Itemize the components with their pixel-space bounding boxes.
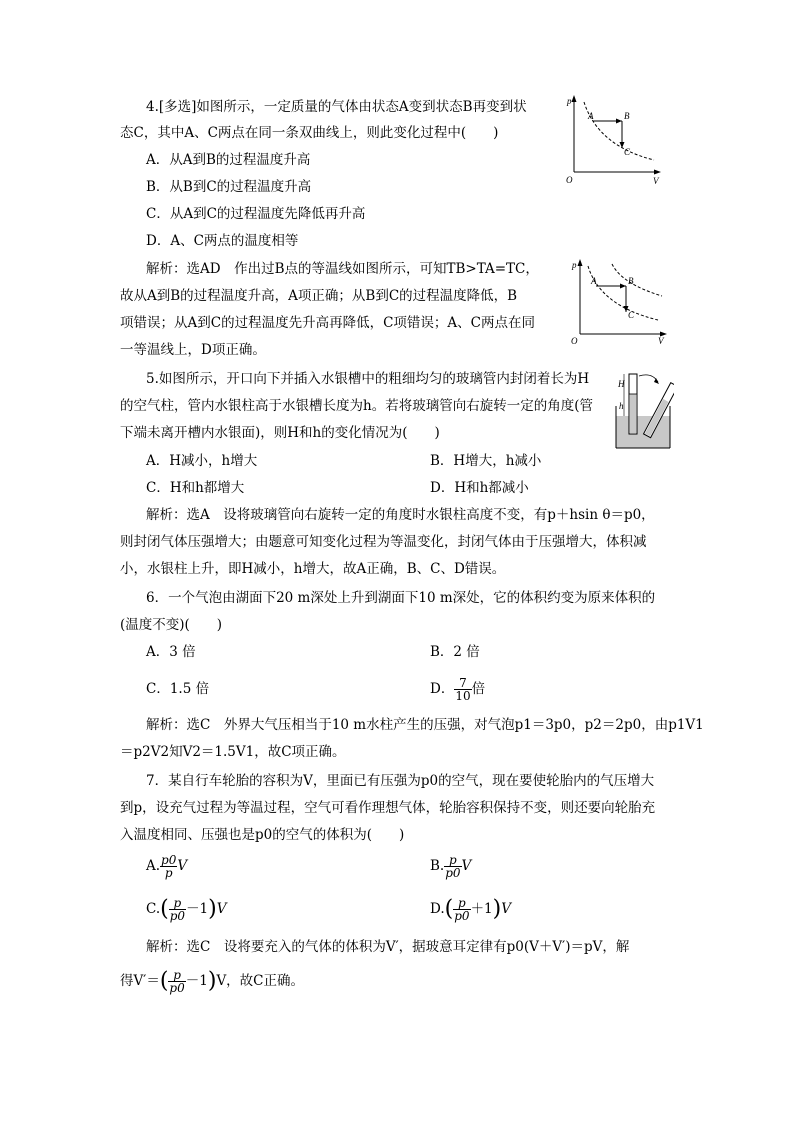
q6-option-d-suffix: 倍 — [471, 681, 486, 697]
q6-option-b: B．2 倍 — [430, 644, 480, 660]
q6-option-d-fraction — [454, 677, 471, 702]
q4-pv-diagram-2 — [566, 256, 676, 348]
q5-answer-line-2: 则封闭气体压强增大；由题意可知变化过程为等温变化，封闭气体由于压强增大，体积减 — [120, 534, 647, 550]
fig2-a-label: A — [591, 276, 597, 286]
q7-option-a-numerator: p0 — [161, 853, 177, 867]
q4-answer-line-3: 项错误；从A到C的过程温度先升高再降低，C项错误；A、C两点在同 — [120, 315, 535, 331]
q7-option-a-v: V — [177, 858, 188, 874]
fig1-origin-label: O — [566, 175, 573, 185]
q7-answer-denominator: p0 — [169, 981, 185, 995]
q7-answer-numerator: p — [168, 969, 185, 982]
q7-answer-suffix: V，故C正确。 — [216, 973, 305, 989]
fig3-h-lower-label: h — [619, 401, 624, 411]
q7-stem-line-1: 7．某自行车轮胎的容积为V，里面已有压强为p0的空气，现在要使轮胎内的气压增大 — [146, 773, 655, 789]
q7-option-d: D.( $\frac{p}{p0}$ ＋1)V — [430, 896, 511, 923]
q7-option-a — [146, 850, 187, 882]
q5-option-b: B．H增大，h减小 — [430, 453, 542, 469]
q6-option-c: C．1.5 倍 — [146, 681, 210, 697]
fig1-b-label: B — [624, 111, 630, 121]
q5-option-c: C．H和h都增大 — [146, 480, 245, 496]
q7-option-d-label: D. — [430, 901, 445, 917]
q7-option-d-v: V — [501, 901, 511, 917]
q7-option-c-label: C. — [146, 901, 161, 917]
q4-option-c: C．从A到C的过程温度先降低再升高 — [146, 206, 366, 222]
q6-option-d-denominator: 10 — [455, 689, 471, 703]
q7-option-d-numerator: p — [453, 897, 470, 910]
fig2-p-label: p — [572, 260, 577, 270]
q5-answer-line-1: 解析：选A 设将玻璃管向右旋转一定的角度时水银柱高度不变，有p＋hsin θ＝p0， — [146, 507, 655, 523]
q4-answer-line-4: 一等温线上，D项正确。 — [120, 342, 266, 358]
q7-option-b-v: V — [461, 858, 472, 874]
q7-option-b-numerator: p — [444, 854, 461, 867]
q4-stem-line-2: 态C，其中A、C两点在同一条双曲线上，则此变化过程中( ) — [120, 125, 499, 141]
q6-answer-line-1: 解析：选C 外界大气压相当于10 m水柱产生的压强，对气泡p1＝3p0，p2＝2p0，由p1V1 — [146, 717, 704, 733]
q7-answer-prefix: 得V′＝ — [120, 973, 160, 989]
q7-answer-line-2: 得V′＝( $\frac{p}{p0}$ －1)V，故C正确。 — [120, 968, 305, 995]
q4-stem-line-1: 4.[多选]如图所示，一定质量的气体由状态A变到状态B再变到状 — [146, 99, 527, 115]
q7-option-c-minus: －1 — [186, 901, 209, 917]
q7-option-a-label: A. — [146, 858, 161, 874]
fig3-h-upper-label: H — [618, 379, 625, 389]
q7-option-a-fraction — [160, 854, 177, 879]
q5-tube-diagram — [612, 366, 674, 452]
fig2-v-label: V — [658, 336, 664, 346]
q7-answer-line-1: 解析：选C 设将要充入的气体的体积为V′，据玻意耳定律有p0(V＋V′)＝pV，解 — [146, 939, 630, 955]
q4-pv-diagram-1 — [560, 92, 670, 188]
q5-stem-line-3: 下端未离开槽内水银面)，则H和h的变化情况为( ) — [120, 425, 440, 441]
q6-stem-line-1: 6．一个气泡由湖面下20 m深处上升到湖面下10 m深处，它的体积约变为原来体积的 — [146, 590, 656, 606]
q4-option-d: D．A、C两点的温度相等 — [146, 233, 299, 249]
q4-option-b: B．从B到C的过程温度升高 — [146, 179, 312, 195]
q7-option-b-fraction — [444, 854, 461, 879]
q7-answer-minus: －1 — [185, 973, 208, 989]
q7-option-b — [430, 850, 471, 882]
q7-stem-line-3: 入温度相同、压强也是p0的空气的体积为( ) — [120, 827, 405, 843]
q7-option-b-denominator: p0 — [445, 866, 461, 880]
q7-option-c: C.( $\frac{p}{p0}$ －1)V — [146, 896, 227, 923]
q7-answer-fraction — [168, 969, 185, 994]
fig2-origin-label: O — [571, 336, 578, 346]
q4-answer-line-1: 解析：选AD 作出过B点的等温线如图所示，可知TB>TA=TC， — [146, 261, 539, 277]
q7-option-d-plus: ＋1 — [470, 901, 493, 917]
q5-answer-line-3: 小，水银柱上升，即H减小，h增大，故A正确，B、C、D错误。 — [120, 561, 506, 577]
fig2-b-label: B — [628, 276, 634, 286]
fig2-c-label: C — [628, 310, 635, 320]
q7-option-d-fraction — [453, 897, 470, 922]
fig1-p-label: p — [567, 96, 572, 106]
q5-option-d: D．H和h都减小 — [430, 480, 529, 496]
q7-option-d-denominator: p0 — [454, 909, 470, 923]
fig1-a-label: A — [588, 111, 594, 121]
q5-stem-line-2: 的空气柱，管内水银柱高于水银槽长度为h。若将玻璃管向右旋转一定的角度(管 — [120, 398, 593, 414]
q7-stem-line-2: 到p，设充气过程为等温过程，空气可看作理想气体，轮胎容积保持不变，则还要向轮胎充 — [120, 800, 656, 816]
fig1-v-label: V — [653, 176, 659, 186]
q5-stem-line-1: 5.如图所示，开口向下并插入水银槽中的粗细均匀的玻璃管内封闭着长为H — [146, 371, 590, 387]
q7-option-a-denominator: p — [164, 866, 173, 880]
q6-option-d-prefix: D． — [430, 681, 455, 697]
fig1-c-label: C — [624, 147, 631, 157]
q5-option-a: A．H减小，h增大 — [146, 453, 258, 469]
q6-option-a: A．3 倍 — [146, 644, 196, 660]
q7-option-b-label: B. — [430, 858, 445, 874]
q4-answer-line-2: 故从A到B的过程温度升高，A项正确；从B到C的过程温度降低，B — [120, 288, 518, 304]
q6-stem-line-2: (温度不变)( ) — [120, 617, 223, 633]
q7-option-c-v: V — [216, 901, 227, 917]
q6-option-d-numerator: 7 — [454, 677, 471, 690]
q7-option-c-fraction — [169, 897, 186, 922]
q6-answer-line-2: ＝p2V2知V2＝1.5V1，故C项正确。 — [120, 744, 346, 760]
q4-option-a: A．从A到B的过程温度升高 — [146, 152, 311, 168]
q7-option-c-numerator: p — [169, 897, 186, 910]
q6-option-d — [430, 671, 485, 707]
q7-option-c-denominator: p0 — [169, 909, 186, 923]
